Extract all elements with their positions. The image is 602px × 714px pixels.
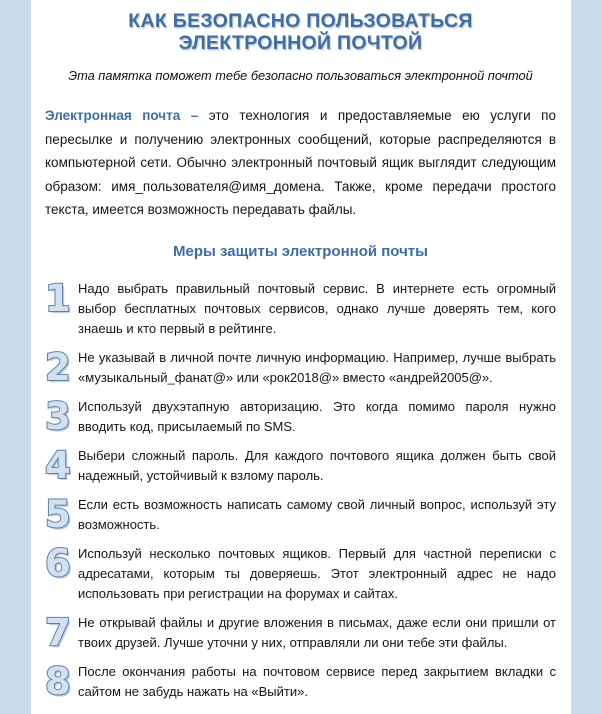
measure-item-1 bbox=[45, 276, 556, 339]
measure-text: Выбери сложный пароль. Для каждого почтового ящика должен быть свой надежный, устойчивый к взлому пароль. bbox=[78, 447, 556, 483]
page-subtitle: Эта памятка поможет тебе безопасно пользоваться электронной почтой bbox=[68, 68, 533, 83]
measure-text: Используй двухэтапную авторизацию. Это когда помимо пароля нужно вводить код, присылаемый по SMS. bbox=[78, 398, 556, 434]
section-heading: Меры защиты электронной почты bbox=[173, 242, 428, 260]
measure-number: 1 bbox=[45, 276, 71, 320]
measure-item-8 bbox=[45, 659, 556, 703]
measure-number: 7 bbox=[45, 610, 71, 654]
measure-number: 4 bbox=[45, 443, 71, 487]
measure-item-2 bbox=[45, 345, 556, 389]
measure-text: Используй несколько почтовых ящиков. Первый для частной переписки с адресатами, которым ты доверяешь. Этот электронный адрес не надо использовать при регистрации на форумах и сайтах. bbox=[78, 545, 556, 601]
measures-list bbox=[45, 276, 556, 703]
intro-lead: Электронная почта – bbox=[45, 108, 199, 123]
measure-item-4 bbox=[45, 443, 556, 487]
measure-item-3 bbox=[45, 394, 556, 438]
side-strip-right bbox=[571, 0, 602, 714]
intro-paragraph bbox=[45, 104, 556, 222]
measure-number: 2 bbox=[45, 345, 71, 389]
page-title bbox=[45, 10, 556, 54]
memo-content bbox=[31, 0, 571, 711]
measure-text: Если есть возможность написать самому свой личный вопрос, используй эту возможность. bbox=[78, 496, 556, 532]
measure-item-7 bbox=[45, 610, 556, 654]
measure-text: Не указывай в личной почте личную информацию. Например, лучше выбрать «музыкальный_фанат@» или «рок2018@» вместо «андрей2005@». bbox=[78, 349, 556, 385]
measure-number: 3 bbox=[45, 394, 71, 438]
intro-body: это технология и предоставляемые ею услуги по пересылке и получению электронных сообщений, которые распределяются в компьютерной сети. Обычно электронный почтовый ящик выглядит следующим образом: имя_пользователя@имя_домена. Также, кроме передачи простого текста, имеется возможность передавать файлы. bbox=[45, 108, 556, 217]
page-title-line1: КАК БЕЗОПАСНО ПОЛЬЗОВАТЬСЯ bbox=[128, 10, 473, 32]
measure-number: 5 bbox=[45, 492, 71, 536]
side-strip-left bbox=[0, 0, 31, 714]
measure-item-6 bbox=[45, 541, 556, 604]
measure-number: 8 bbox=[45, 659, 71, 703]
measure-number: 6 bbox=[45, 541, 71, 585]
measure-text: После окончания работы на почтовом сервисе перед закрытием вкладки с сайтом не забудь нажать на «Выйти». bbox=[78, 663, 556, 699]
measure-text: Надо выбрать правильный почтовый сервис. В интернете есть огромный выбор бесплатных почтовых сервисов, однако лучше доверять тем, кого знаешь и кто первый в рейтинге. bbox=[78, 280, 556, 336]
measure-text: Не открывай файлы и другие вложения в письмах, даже если они пришли от твоих друзей. Лучше уточни у них, отправляли ли они тебе эти файлы. bbox=[78, 614, 556, 650]
page-title-line2: ЭЛЕКТРОННОЙ ПОЧТОЙ bbox=[178, 32, 423, 54]
measure-item-5 bbox=[45, 492, 556, 536]
